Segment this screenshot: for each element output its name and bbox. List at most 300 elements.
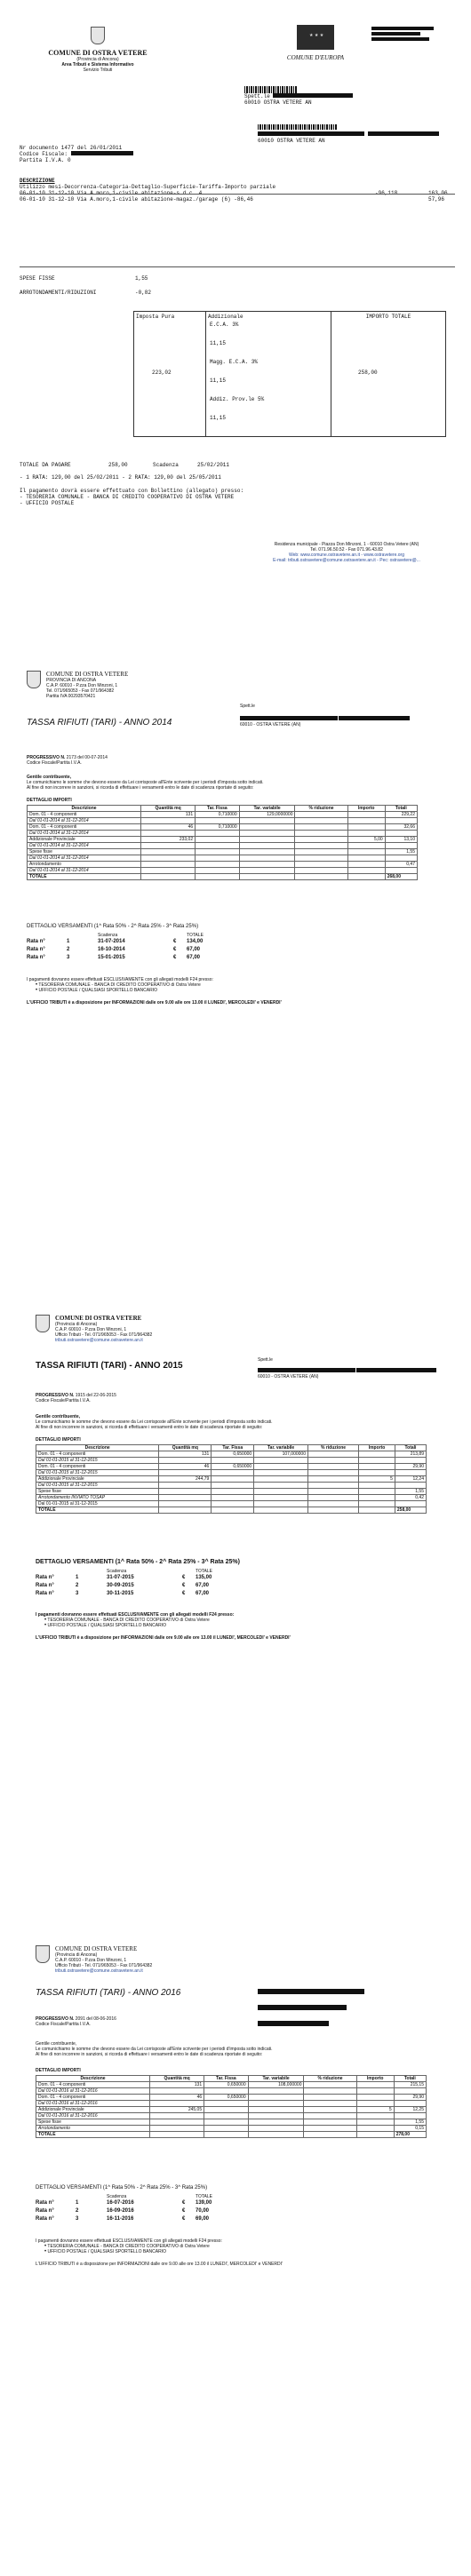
table-cell — [159, 1483, 212, 1489]
rata-n: 3 — [76, 2216, 79, 2222]
rata-eur: € — [173, 939, 177, 944]
table-cell — [308, 1458, 359, 1464]
table-cell — [304, 2095, 356, 2101]
table-cell: 213,89 — [395, 1451, 426, 1458]
rata-eur: € — [182, 1583, 186, 1588]
notice-2011 — [0, 0, 471, 648]
table-cell — [308, 1464, 359, 1470]
table-cell — [204, 2126, 248, 2132]
table-cell — [204, 2107, 248, 2113]
address-block-redacted — [258, 1983, 364, 2031]
table-cell: Dal 01-01-2016 al 31-12-2016 — [36, 2101, 150, 2107]
table-cell: Dal 01-01-2016 al 31-12-2016 — [36, 2088, 150, 2095]
table-cell — [212, 1483, 254, 1489]
eu-flag-icon: ★ ★ ★ — [297, 25, 334, 50]
table-cell — [141, 862, 196, 868]
table-row — [36, 1483, 427, 1489]
desc-header: DESCRIZIONE — [20, 178, 55, 184]
table-cell: 131 — [159, 1451, 212, 1458]
table-cell — [248, 2113, 304, 2119]
table-cell — [196, 818, 239, 824]
progressivo: PROGRESSIVO N. 1915 del 22-06-2015 Codice Fiscale/Partita I.V.A. — [36, 1393, 116, 1403]
coat-of-arms-icon — [27, 671, 41, 688]
table-cell — [347, 812, 385, 818]
rata-label: Rata n° — [36, 1575, 54, 1580]
table-cell — [359, 1495, 395, 1501]
table-cell — [248, 2126, 304, 2132]
table-cell — [385, 831, 417, 837]
table-cell — [159, 1470, 212, 1476]
rata-date: 16-09-2016 — [107, 2208, 134, 2214]
table-cell — [394, 2101, 426, 2107]
rata-n: 1 — [76, 1575, 79, 1580]
table-cell — [359, 1464, 395, 1470]
protocol-stamp — [371, 27, 443, 43]
rata-row — [36, 1591, 302, 1599]
table-header: Descrizione Quantità mq Tar. Fissa Tar. variabile % riduzione Importo Totali — [28, 806, 418, 812]
table-cell — [295, 843, 347, 849]
table-cell — [212, 1470, 254, 1476]
table-cell — [254, 1489, 308, 1495]
rata-amt: 67,00 — [187, 955, 201, 960]
table-cell — [141, 868, 196, 874]
desc-row: 06-01-10 31-12-10 Via A.moro,1-civile abitazione-magaz./garage (6) -86,46 57,96 — [20, 196, 445, 203]
table-cell: Dal 01-01-2014 al 31-12-2014 — [28, 843, 141, 849]
recipient-block-2 — [258, 124, 439, 144]
versamenti-heading: DETTAGLIO VERSAMENTI (1^ Rata 50% - 2^ Rata 25% - 3^ Rata 25%) — [27, 924, 199, 929]
address-block — [244, 86, 404, 106]
rata-amt: 67,00 — [187, 947, 201, 952]
rata-amt: 69,00 — [196, 2216, 210, 2222]
rata-n: 2 — [76, 1583, 79, 1588]
doc-meta — [20, 145, 133, 163]
rata-label: Rata n° — [36, 2200, 54, 2206]
rata-row — [36, 2208, 302, 2216]
rata-row — [36, 2200, 302, 2208]
table-cell — [359, 1501, 395, 1507]
codice-fiscale-label: Codice Fiscale: — [20, 151, 68, 157]
rata-row — [27, 955, 293, 963]
spese-block: SPESE FISSE 1,55 ARROTONDAMENTI/RIDUZIONI -0,82 — [20, 275, 152, 296]
table-cell — [395, 1483, 426, 1489]
table-cell — [295, 855, 347, 862]
table-cell: 5 — [359, 1476, 395, 1483]
table-row — [36, 2119, 427, 2126]
address-block: Spett.le 60010 - OSTRA VETERE (AN) — [258, 1357, 436, 1379]
table-cell — [385, 843, 417, 849]
table-cell — [308, 1470, 359, 1476]
table-cell — [239, 849, 295, 855]
page-title: TASSA RIFIUTI (TARI) - ANNO 2014 — [27, 718, 172, 727]
table-row — [28, 849, 418, 855]
table-cell — [395, 1470, 426, 1476]
intro-text: Gentile contribuente, Le comunichiamo le somme che devono essere da Lei corrisposte all'Ente scrivente per i periodi d'imposta sotto indicati. Al fine di non incorrere in sanzioni, si ricorda di effettuare i versamenti entro le date di scadenza riportate di seguito: — [36, 2041, 273, 2057]
table-row — [36, 1458, 427, 1464]
table-cell: Dal 01-01-2015 al 31-12-2015 — [36, 1501, 159, 1507]
table-cell — [359, 1458, 395, 1464]
table-total-row: TOTALE 268,00 — [28, 874, 418, 880]
rata-date: 30-09-2015 — [107, 1583, 134, 1588]
table-row — [36, 1476, 427, 1483]
eu-label: COMUNE D'EUROPA — [286, 54, 345, 61]
table-header: Descrizione Quantità mq Tar. Fissa Tar. variabile % riduzione Importo Totali — [36, 1445, 427, 1451]
table-cell — [159, 1458, 212, 1464]
coat-of-arms-icon — [91, 27, 105, 44]
table-cell: 29,90 — [394, 2095, 426, 2101]
rate-list: Scadenza TOTALE Rata n° 1 31-07-2014 € 134,00 Rata n° 2 16-10-2014 € 67,00 Rata n° 3 15-01-2015 € 67,00 — [27, 933, 293, 963]
table-cell: Dom. 01 - 4 componenti — [36, 2095, 150, 2101]
table-cell: 12,25 — [394, 2107, 426, 2113]
table-cell — [295, 824, 347, 831]
table-cell — [304, 2126, 356, 2132]
table-total-row: TOTALE 258,00 — [36, 1507, 427, 1514]
table-cell — [150, 2101, 204, 2107]
table-cell — [141, 818, 196, 824]
table-row — [28, 862, 418, 868]
table-cell: Dom. 01 - 4 componenti — [36, 2082, 150, 2088]
table-cell — [359, 1489, 395, 1495]
importi-box: Imposta Pura 223,02 Addizionale E.C.A. 3% 11,15 Magg. E.C.A. 3% 11,15 Addiz. Prov.le 5% 11,15 IMPORTO TOTALE 258,00 — [133, 311, 446, 437]
rata-label: Rata n° — [36, 2216, 54, 2222]
payment-block: TOTALE DA PAGARE 258,00 Scadenza 25/02/2011 - 1 RATA: 129,00 del 25/02/2011 - 2 RATA: 129,00 del 25/05/2011 Il pagamento dovrà essere effettuato con Bollettino (allegato) presso: - TESORERIA COMUNALE - BANCA DI CREDITO COOPERATIVO DI OSTRA VETERE - UFFICIO POSTALE — [20, 462, 244, 506]
table-cell — [295, 837, 347, 843]
doc-number: Nr documento 1477 del 26/01/2011 — [20, 145, 123, 151]
address-block: Spett.le 60010 - OSTRA VETERE (AN) — [240, 704, 410, 727]
table-cell — [254, 1476, 308, 1483]
rata-date: 16-11-2016 — [107, 2216, 134, 2222]
table-cell: 0,650000 — [212, 1464, 254, 1470]
rata-eur: € — [182, 2208, 186, 2214]
table-cell — [347, 818, 385, 824]
letterhead: COMUNE DI OSTRA VETERE (Provincia di Ancona) C.A.P. 60010 - P.zza Don Minzoni, 1 Ufficio Tributi - Tel. 071/965053 - Fax 071/964382 tributi.ostravetere@comune.ostravetere.an.it — [36, 1945, 152, 1974]
table-cell — [248, 2095, 304, 2101]
table-cell — [248, 2088, 304, 2095]
table-cell: 244,79 — [159, 1476, 212, 1483]
table-row — [36, 1464, 427, 1470]
table-cell — [295, 868, 347, 874]
table-row — [28, 812, 418, 818]
importi-table — [36, 1444, 427, 1514]
rata-date: 16-10-2014 — [98, 947, 125, 952]
table-cell — [304, 2119, 356, 2126]
description-block — [20, 178, 455, 203]
table-cell: Addizionale Provinciale — [28, 837, 141, 843]
table-row — [36, 2088, 427, 2095]
table-cell: Arrotondamento — [28, 862, 141, 868]
table-cell — [308, 1489, 359, 1495]
barcode-icon — [244, 86, 298, 93]
table-cell: 0,650000 — [212, 1451, 254, 1458]
recipient-prefix: Spett.le — [244, 93, 270, 99]
table-row — [36, 1470, 427, 1476]
table-row — [28, 831, 418, 837]
rata-eur: € — [173, 955, 177, 960]
rata-amt: 67,00 — [196, 1591, 210, 1596]
table-cell: 1,55 — [385, 849, 417, 855]
table-row — [28, 843, 418, 849]
rata-amt: 139,00 — [196, 2200, 212, 2206]
table-row — [36, 2113, 427, 2119]
table-cell — [295, 812, 347, 818]
table-cell: 0,710000 — [196, 824, 239, 831]
table-cell — [212, 1458, 254, 1464]
rata-amt: 67,00 — [196, 1583, 210, 1588]
table-cell — [304, 2113, 356, 2119]
table-cell: 32,66 — [385, 824, 417, 831]
rate-list: Scadenza TOTALE Rata n° 1 16-07-2016 € 139,00 Rata n° 2 16-09-2016 € 70,00 Rata n° 3 16-11-2016 € 69,00 — [36, 2194, 302, 2224]
letterhead — [36, 27, 160, 73]
rata-label: Rata n° — [36, 1591, 54, 1596]
table-cell — [239, 818, 295, 824]
table-cell: 0,710000 — [196, 812, 239, 818]
dettaglio-heading: DETTAGLIO IMPORTI — [36, 2068, 81, 2073]
table-cell — [159, 1495, 212, 1501]
table-cell: 13,10 — [385, 837, 417, 843]
barcode-2-icon — [258, 124, 338, 130]
table-cell: Addizionale Provinciale — [36, 2107, 150, 2113]
rata-label: Rata n° — [27, 947, 45, 952]
rata-amt: 134,00 — [187, 939, 204, 944]
notice-2014 — [0, 648, 471, 1288]
intro-text: Gentile contribuente, Le comunichiamo le somme che devono essere da Lei corrisposte all'Ente scrivente per i periodi d'imposta sotto indicati. Al fine di non incorrere in sanzioni, si ricorda di effettuare i versamenti entro le date di scadenza riportate di seguito: — [27, 775, 264, 791]
table-row — [28, 818, 418, 824]
table-cell: 46 — [159, 1464, 212, 1470]
recipient-name-redacted — [273, 93, 353, 98]
table-cell — [150, 2126, 204, 2132]
table-cell — [141, 855, 196, 862]
letterhead: COMUNE DI OSTRA VETERE PROVINCIA DI ANCONA C.A.P. 60010 - P.zza Don Minzoni, 1 Tel. 071/965053 - Fax 071/964382 Partita IVA 00293570421 — [27, 671, 128, 699]
table-cell — [304, 2107, 356, 2113]
servizio: Servizio Tributi — [83, 68, 113, 73]
table-cell: Dal 01-01-2015 al 31-12-2015 — [36, 1483, 159, 1489]
table-cell — [204, 2088, 248, 2095]
rata-eur: € — [182, 1575, 186, 1580]
table-row — [36, 1501, 427, 1507]
table-cell: 108,000000 — [248, 2082, 304, 2088]
table-cell — [212, 1501, 254, 1507]
table-cell: Arrotondamento — [36, 2126, 150, 2132]
rata-row — [36, 2216, 302, 2224]
table-cell: 131 — [150, 2082, 204, 2088]
table-cell — [347, 849, 385, 855]
table-cell — [196, 862, 239, 868]
table-cell — [395, 1458, 426, 1464]
table-cell — [385, 818, 417, 824]
table-cell — [239, 837, 295, 843]
table-cell — [159, 1501, 212, 1507]
table-cell — [204, 2101, 248, 2107]
table-cell: Dom. 01 - 4 componenti — [36, 1464, 159, 1470]
table-cell: Dal 01-01-2014 al 31-12-2014 — [28, 831, 141, 837]
table-cell: Dom. 01 - 4 componenti — [36, 1451, 159, 1458]
table-row — [28, 837, 418, 843]
table-cell: 215,15 — [394, 2082, 426, 2088]
notice-2015 — [0, 1288, 471, 1928]
table-cell — [254, 1458, 308, 1464]
table-cell: 5 — [356, 2107, 394, 2113]
intro-text: Gentile contribuente, Le comunichiamo le somme che devono essere da Lei corrisposte all'Ente scrivente per i periodi d'imposta sotto indicati. Al fine di non incorrere in sanzioni, si ricorda di effettuare i versamenti entro le date di scadenza riportate di seguito: — [36, 1414, 273, 1430]
notice-2016 — [0, 1928, 471, 2576]
table-cell: 0,42 — [395, 1495, 426, 1501]
table-cell — [196, 831, 239, 837]
table-cell — [239, 831, 295, 837]
table-cell — [141, 843, 196, 849]
desc-row: 06-01-10 31-12-10 Via A.moro,1-civile abitazione-s.d.c. 4 -96,118 163,06 — [20, 190, 448, 196]
pagamenti-block: I pagamenti dovranno essere effettuati ESCLUSIVAMENTE con gli allegati modelli F24 presso: • TESORERIA COMUNALE - BANCA DI CREDITO COOPERATIVO di Ostra Vetere • UFFICIO POSTALE / QUALSIASI SPORTELLO BANCARIO L'UFFICIO TRIBUTI è a disposizione per INFORMAZIONI dalle ore 9.00 alle ore 13.00 il LUNEDI', MERCOLEDI' e VENERDI' — [36, 1612, 291, 1641]
table-cell — [254, 1470, 308, 1476]
table-cell — [159, 1489, 212, 1495]
table-row — [36, 1489, 427, 1495]
rata-label: Rata n° — [36, 2208, 54, 2214]
footer: Residenza municipale - Piazza Don Minzoni, 1 - 60010 Ostra Vetere (AN) Tel. 071.96.50.52 - Fax 071.96.43.82 Web: www.comune.ostravetere.an.it - www.ostravetere.org E-mail: tributi.ostravetere@comune.ostravetere.an.it - Pec: ostravetere@... — [273, 542, 420, 563]
table-cell — [196, 868, 239, 874]
table-cell: 1,55 — [394, 2119, 426, 2126]
table-cell — [359, 1483, 395, 1489]
table-cell — [356, 2101, 394, 2107]
table-cell — [295, 831, 347, 837]
table-cell — [308, 1483, 359, 1489]
table-cell — [347, 824, 385, 831]
table-cell: 0,650000 — [204, 2095, 248, 2101]
table-cell — [347, 862, 385, 868]
table-cell — [385, 855, 417, 862]
table-row — [36, 2095, 427, 2101]
rate-list: Scadenza TOTALE Rata n° 1 31-07-2015 € 135,00 Rata n° 2 30-09-2015 € 67,00 Rata n° 3 30-11-2015 € 67,00 — [36, 1569, 302, 1599]
table-cell: Arrotondamento INVIATO TOSAP — [36, 1495, 159, 1501]
table-cell — [196, 843, 239, 849]
rata-label: Rata n° — [36, 1583, 54, 1588]
importi-table — [36, 2075, 427, 2138]
table-cell — [295, 818, 347, 824]
rata-eur: € — [182, 2200, 186, 2206]
rata-amt: 135,00 — [196, 1575, 212, 1580]
table-cell — [239, 862, 295, 868]
table-cell: Dal 01-01-2014 al 31-12-2014 — [28, 855, 141, 862]
table-cell: 12,24 — [395, 1476, 426, 1483]
table-cell — [308, 1495, 359, 1501]
table-cell — [394, 2113, 426, 2119]
rata-n: 2 — [76, 2208, 79, 2214]
table-cell — [196, 855, 239, 862]
rata-label: Rata n° — [27, 939, 45, 944]
progressivo: PROGRESSIVO N. 2173 del 00-07-2014 Codice Fiscale/Partita I.V.A. — [27, 755, 108, 766]
table-cell — [212, 1476, 254, 1483]
table-cell — [196, 837, 239, 843]
table-cell: Dom. 01 - 4 componenti — [28, 812, 141, 818]
table-cell — [295, 849, 347, 855]
recipient-city-2: 60010 OSTRA VETERE AN — [258, 138, 325, 144]
rata-row — [36, 1583, 302, 1591]
table-cell: 1,55 — [395, 1489, 426, 1495]
table-cell: 233,02 — [141, 837, 196, 843]
table-cell: 131 — [141, 812, 196, 818]
table-cell — [239, 855, 295, 862]
table-cell: 0,650000 — [204, 2082, 248, 2088]
table-cell — [347, 855, 385, 862]
table-cell — [212, 1495, 254, 1501]
table-cell: 129,0000000 — [239, 812, 295, 818]
rata-row — [36, 1575, 302, 1583]
table-cell: 46 — [141, 824, 196, 831]
letterhead: COMUNE DI OSTRA VETERE (Provincia di Ancona) C.A.P. 60010 - P.zza Don Minzoni, 1 Ufficio Tributi - Tel. 071/965053 - Fax 071/964382 tributi.ostravetere@comune.ostravetere.an.it — [36, 1315, 152, 1343]
rata-amt: 70,00 — [196, 2208, 210, 2214]
table-cell — [347, 868, 385, 874]
table-cell — [356, 2088, 394, 2095]
table-cell: Dal 01-01-2015 al 31-12-2015 — [36, 1458, 159, 1464]
table-row — [28, 868, 418, 874]
table-cell — [304, 2101, 356, 2107]
table-header: Descrizione Quantità mq Tar. Fissa Tar. variabile % riduzione Importo Totali — [36, 2076, 427, 2082]
partita-iva: Partita I.V.A. 0 — [20, 157, 71, 163]
progressivo: PROGRESSIVO N. 2091 del 08-06-2016 Codice Fiscale/Partita I.V.A. — [36, 2016, 116, 2027]
versamenti-heading: DETTAGLIO VERSAMENTI (1^ Rata 50% - 2^ Rata 25% - 3^ Rata 25%) — [36, 2185, 208, 2190]
table-cell: Dal 01-01-2015 al 31-12-2015 — [36, 1470, 159, 1476]
desc-columns: Utilizzo mesi-Decorrenza-Categoria-Dettaglio-Superficie-Tariffa-Importo parziale — [20, 184, 276, 190]
table-cell — [347, 843, 385, 849]
eu-logo — [267, 25, 364, 61]
table-cell — [254, 1501, 308, 1507]
page-title: TASSA RIFIUTI (TARI) - ANNO 2015 — [36, 1361, 183, 1371]
table-cell — [204, 2113, 248, 2119]
importi-table — [27, 805, 418, 880]
recipient-city: 60010 OSTRA VETERE AN — [244, 99, 312, 106]
table-cell — [356, 2095, 394, 2101]
table-row — [36, 1495, 427, 1501]
table-cell — [254, 1495, 308, 1501]
table-cell: 229,22 — [385, 812, 417, 818]
table-cell: Dom. 01 - 4 componenti — [28, 824, 141, 831]
table-cell — [150, 2113, 204, 2119]
table-cell — [141, 849, 196, 855]
table-cell — [254, 1464, 308, 1470]
table-cell: 29,90 — [395, 1464, 426, 1470]
table-cell — [308, 1451, 359, 1458]
rata-eur: € — [173, 947, 177, 952]
rata-date: 15-01-2015 — [98, 955, 125, 960]
table-cell — [196, 849, 239, 855]
table-row — [28, 855, 418, 862]
table-total-row: TOTALE 278,00 — [36, 2132, 427, 2138]
table-cell — [385, 868, 417, 874]
pagamenti-block: I pagamenti dovranno essere effettuati ESCLUSIVAMENTE con gli allegati modelli F24 presso: • TESORERIA COMUNALE - BANCA DI CREDITO COOPERATIVO di Ostra Vetere • UFFICIO POSTALE / QUALSIASI SPORTELLO BANCARIO L'UFFICIO TRIBUTI è a disposizione per INFORMAZIONI dalle ore 9.00 alle ore 13.00 il LUNEDI', MERCOLEDI' e VENERDI' — [36, 2238, 283, 2267]
table-cell — [347, 831, 385, 837]
rata-n: 1 — [67, 939, 70, 944]
table-cell — [394, 2088, 426, 2095]
table-cell — [248, 2107, 304, 2113]
pagamenti-block: I pagamenti dovranno essere effettuati ESCLUSIVAMENTE con gli allegati modelli F24 presso: • TESORERIA COMUNALE - BANCA DI CREDITO COOPERATIVO di Ostra Vetere • UFFICIO POSTALE / QUALSIASI SPORTELLO BANCARIO L'UFFICIO TRIBUTI è a disposizione per INFORMAZIONI dalle ore 9.00 alle ore 13.00 il LUNEDI', MERCOLEDI' e VENERDI' — [27, 977, 282, 1006]
table-cell — [239, 843, 295, 849]
table-cell: 0,47 — [385, 862, 417, 868]
rata-n: 1 — [76, 2200, 79, 2206]
rata-label: Rata n° — [27, 955, 45, 960]
table-row — [36, 2126, 427, 2132]
rata-date: 30-11-2015 — [107, 1591, 134, 1596]
rata-row — [27, 939, 293, 947]
table-cell: Dal 01-01-2014 al 31-12-2014 — [28, 868, 141, 874]
provincia: (Provincia di Ancona) — [76, 57, 119, 62]
rata-n: 3 — [76, 1591, 79, 1596]
table-cell — [204, 2119, 248, 2126]
table-cell — [395, 1501, 426, 1507]
table-cell — [356, 2082, 394, 2088]
table-cell — [356, 2119, 394, 2126]
table-cell: 107,000000 — [254, 1451, 308, 1458]
rata-eur: € — [182, 1591, 186, 1596]
table-cell — [304, 2082, 356, 2088]
dettaglio-heading: DETTAGLIO IMPORTI — [36, 1437, 81, 1443]
table-cell — [150, 2088, 204, 2095]
table-cell — [295, 862, 347, 868]
